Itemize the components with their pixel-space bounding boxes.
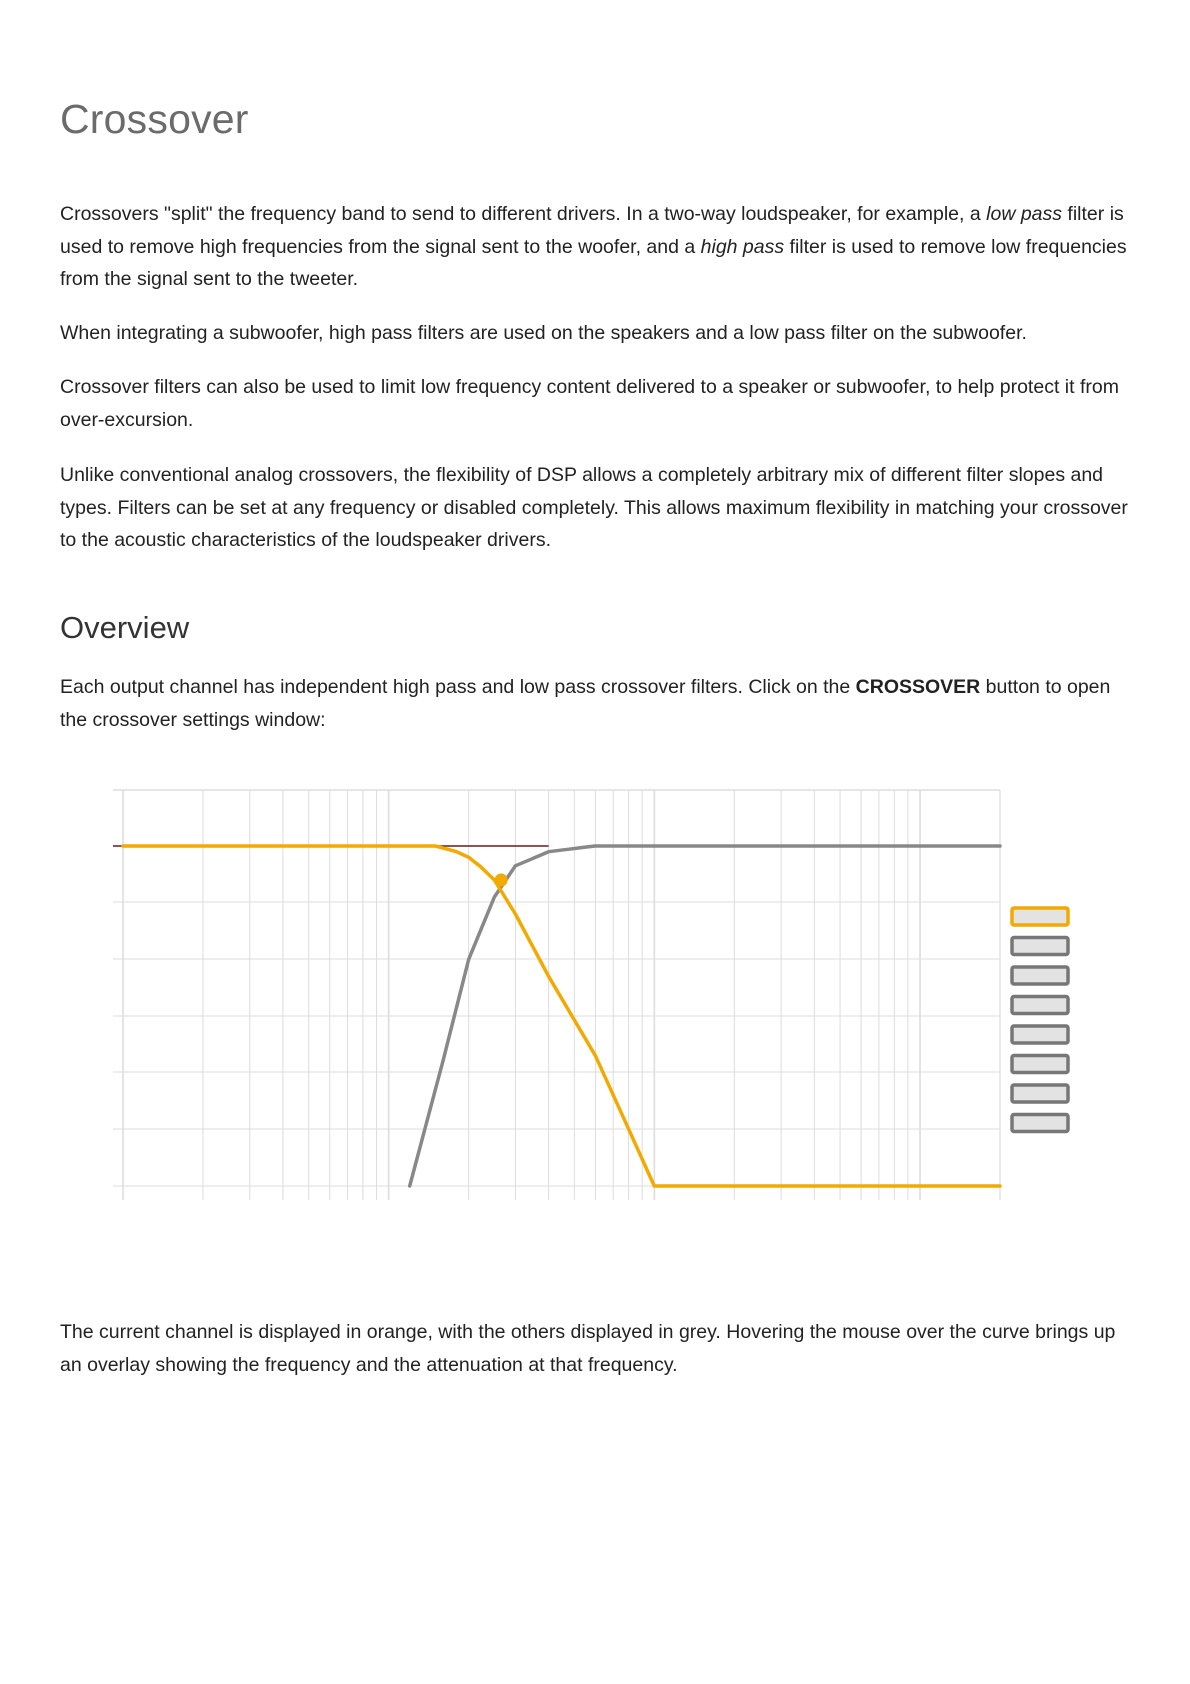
channel-swatch	[1012, 967, 1068, 984]
channel-swatch	[1012, 997, 1068, 1014]
channel-swatch	[1012, 1085, 1068, 1102]
page-title: Crossover	[60, 96, 249, 142]
crossover-button-name: CROSSOVER	[855, 676, 981, 698]
crossover-chart-svg	[60, 780, 1140, 1230]
overview-paragraph	[60, 671, 1140, 736]
low-pass-term: low pass	[986, 203, 1063, 225]
closing-paragraph: The current channel is displayed in orange, with the others displayed in grey. Hovering the mouse over the curve brings up an overlay showing the frequency and the attenuation at that frequency.	[60, 1321, 1116, 1376]
overview-heading: Overview	[60, 610, 190, 645]
channel-swatch	[1012, 1115, 1068, 1132]
intro-text-a: Crossovers "split" the frequency band to send to different drivers. In a two-way loudspeaker, for example, a	[60, 203, 987, 225]
protection-paragraph: Crossover filters can also be used to limit low frequency content delivered to a speaker or subwoofer, to help protect it from over-excursion.	[60, 376, 1119, 431]
channel-swatch	[1012, 938, 1068, 955]
channel-swatch-active	[1012, 908, 1068, 925]
overview-text-a: Each output channel has independent high pass and low pass crossover filters. Click on the	[60, 676, 856, 698]
overview-text-b: button to open the crossover settings window:	[60, 676, 1111, 731]
intro-paragraph	[60, 198, 1140, 296]
dsp-flexibility-paragraph: Unlike conventional analog crossovers, the flexibility of DSP allows a completely arbitrary mix of different filter slopes and types. Filters can be set at any frequency or disabled completely. This allows maximum flexibility in matching your crossover to the acoustic characteristics of the loudspeaker drivers.	[60, 464, 1128, 551]
channel-swatch	[1012, 1056, 1068, 1073]
subwoofer-paragraph: When integrating a subwoofer, high pass filters are used on the speakers and a low pass filter on the subwoofer.	[60, 322, 1027, 344]
intro-text-b: filter is used to remove high frequencies from the signal sent to the woofer, and a	[60, 203, 1124, 258]
crossover-chart	[60, 780, 1140, 1230]
high-pass-term: high pass	[700, 235, 785, 258]
channel-swatches	[1012, 908, 1068, 1132]
channel-swatch	[1012, 1026, 1068, 1043]
intro-text-c: filter is used to remove low frequencies from the signal sent to the tweeter.	[60, 235, 1127, 290]
crossover-point-marker	[495, 874, 508, 887]
